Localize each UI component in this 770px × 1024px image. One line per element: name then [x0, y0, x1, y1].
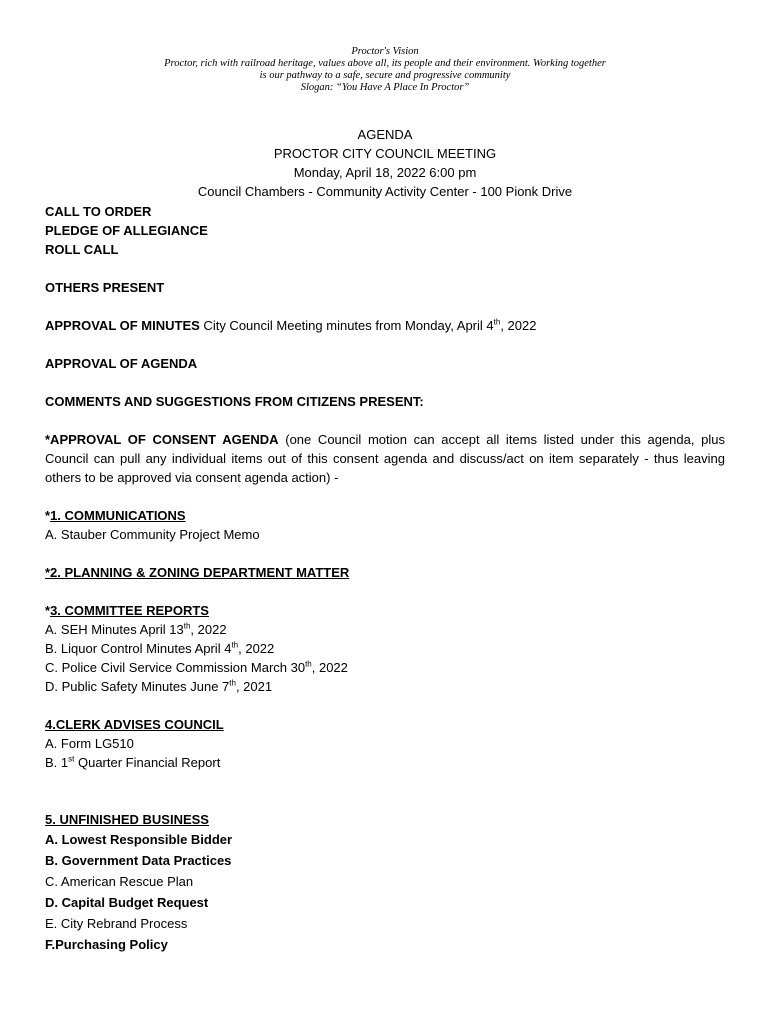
committee-title: 3. COMMITTEE REPORTS — [50, 603, 209, 618]
minutes-text: City Council Meeting minutes from Monday, April 4 — [199, 318, 494, 333]
committee-heading — [45, 601, 725, 620]
meeting-location: Council Chambers - Community Activity Center - 100 Pionk Drive — [197, 184, 573, 199]
pledge-of-allegiance: PLEDGE OF ALLEGIANCE — [45, 223, 208, 238]
committee-item-d — [45, 677, 725, 696]
minutes-sup: th — [493, 317, 501, 327]
consent-label: *APPROVAL OF CONSENT AGENDA — [45, 432, 279, 447]
roll-call: ROLL CALL — [45, 242, 119, 257]
clerk-item-a: A. Form LG510 — [45, 736, 134, 751]
clerk-heading: 4.CLERK ADVISES COUNCIL — [45, 717, 224, 732]
clerk-b-text: B. 1 — [45, 755, 69, 770]
meeting-name: PROCTOR CITY COUNCIL MEETING — [273, 146, 497, 161]
agenda-header — [0, 125, 770, 201]
committee-b-tail: , 2022 — [238, 641, 275, 656]
consent-agenda — [45, 430, 725, 487]
approval-of-agenda: APPROVAL OF AGENDA — [45, 356, 198, 371]
planning-heading: *2. PLANNING & ZONING DEPARTMENT MATTER — [45, 565, 350, 580]
minutes-tail: , 2022 — [500, 318, 537, 333]
agenda-body — [45, 202, 725, 955]
committee-item-c — [45, 658, 725, 677]
committee-item-a — [45, 620, 725, 639]
communications-title: 1. COMMUNICATIONS — [50, 508, 186, 523]
committee-prefix: * — [45, 603, 51, 618]
committee-a-sup: th — [183, 621, 191, 631]
minutes-label: APPROVAL OF MINUTES — [45, 318, 200, 333]
committee-c-sup: th — [305, 659, 312, 669]
others-present: OTHERS PRESENT — [45, 280, 165, 295]
approval-of-minutes — [45, 316, 725, 335]
consent-text: (one Council motion can accept all items listed under this agenda, plus Council can pull any individual items out of this consent agenda and discuss/act on item separately - thus leaving others to be approved via consent agenda action) - — [45, 432, 726, 485]
agenda-title: AGENDA — [357, 127, 413, 142]
vision-line-2: is our pathway to a safe, secure and progressive community — [259, 70, 511, 81]
committee-c-tail: , 2022 — [311, 660, 348, 675]
clerk-b-sup: st — [68, 754, 75, 764]
call-to-order: CALL TO ORDER — [45, 204, 152, 219]
clerk-b-tail: Quarter Financial Report — [74, 755, 221, 770]
vision-title: Proctor's Vision — [351, 46, 419, 57]
committee-d-text: D. Public Safety Minutes June 7 — [45, 679, 230, 694]
committee-b-sup: th — [231, 640, 239, 650]
unfinished-item-d: D. Capital Budget Request — [45, 895, 209, 910]
unfinished-item-c: C. American Rescue Plan — [45, 874, 194, 889]
unfinished-item-f: F.Purchasing Policy — [45, 937, 168, 952]
unfinished-item-a: A. Lowest Responsible Bidder — [45, 832, 233, 847]
unfinished-item-e: E. City Rebrand Process — [45, 916, 188, 931]
unfinished-heading: 5. UNFINISHED BUSINESS — [45, 812, 209, 827]
meeting-date: Monday, April 18, 2022 6:00 pm — [293, 165, 477, 180]
committee-a-text: A. SEH Minutes April 13 — [45, 622, 184, 637]
vision-slogan: Slogan: “You Have A Place In Proctor” — [300, 82, 470, 93]
committee-d-sup: th — [229, 678, 236, 688]
committee-a-tail: , 2022 — [190, 622, 227, 637]
committee-d-tail: , 2021 — [235, 679, 273, 694]
unfinished-item-b: B. Government Data Practices — [45, 853, 232, 868]
committee-item-b — [45, 639, 725, 658]
committee-c-text: C. Police Civil Service Commission March 30 — [45, 660, 306, 675]
communications-prefix: * — [45, 508, 51, 523]
communications-item-a: A. Stauber Community Project Memo — [45, 527, 260, 542]
vision-line-1: Proctor, rich with railroad heritage, values above all, its people and their environment. Working together — [164, 58, 606, 69]
vision-statement — [0, 46, 770, 94]
clerk-item-b — [45, 753, 725, 772]
committee-b-text: B. Liquor Control Minutes April 4 — [45, 641, 232, 656]
communications-heading — [45, 506, 725, 525]
citizen-comments: COMMENTS AND SUGGESTIONS FROM CITIZENS PRESENT: — [45, 394, 424, 409]
